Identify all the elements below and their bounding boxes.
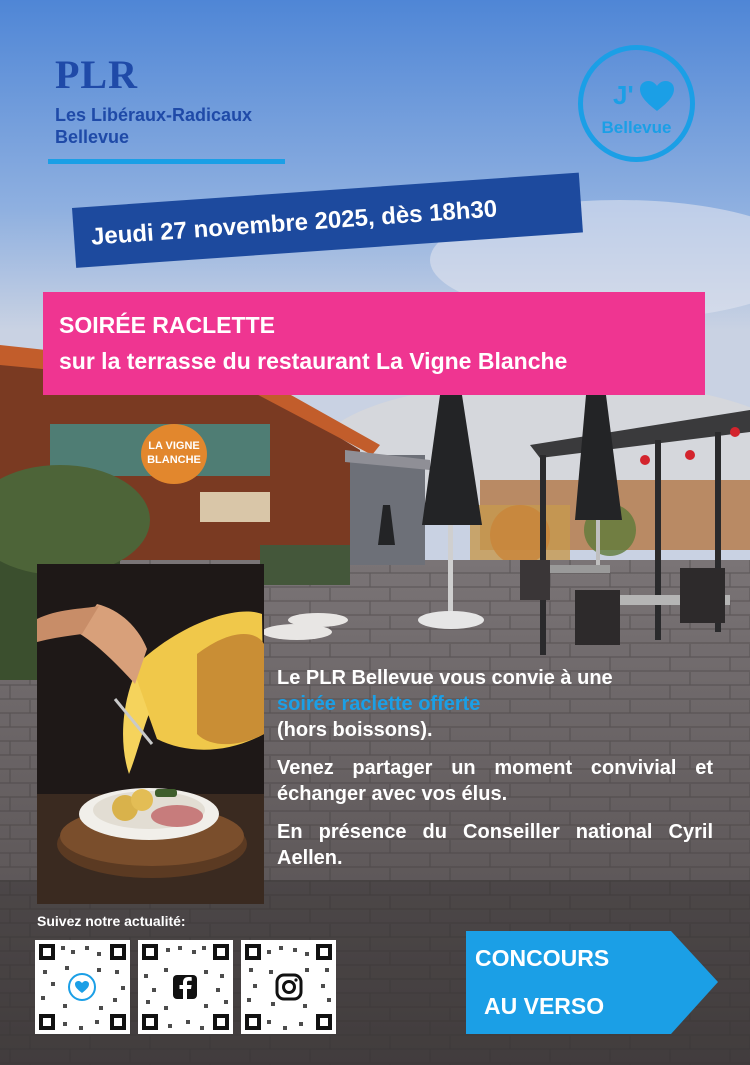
- cta-line1: CONCOURS: [475, 945, 610, 971]
- restaurant-logo-sign: [140, 423, 208, 485]
- logo-underline: [48, 159, 285, 164]
- sign-line2: BLANCHE: [147, 454, 201, 466]
- logo-name: PLR: [55, 52, 138, 97]
- qr-code-instagram[interactable]: [241, 940, 336, 1034]
- cta-line2: AU VERSO: [484, 993, 605, 1019]
- badge-prefix: J': [613, 80, 634, 110]
- heart-icon: [639, 80, 675, 112]
- drinks-note: (hors boissons).: [277, 719, 433, 741]
- event-date: Jeudi 27 novembre 2025, dès 18h30: [90, 195, 498, 251]
- convivial-paragraph: Venez partager un moment convivial et échanger avec vos élus.: [277, 757, 713, 805]
- free-raclette-highlight: soirée raclette offerte: [277, 693, 481, 715]
- logo-location: Bellevue: [55, 127, 130, 147]
- badge-town: Bellevue: [601, 118, 672, 137]
- instagram-icon: [277, 975, 301, 999]
- jaime-bellevue-badge: [578, 45, 695, 162]
- sign-line1: LA VIGNE: [148, 440, 200, 452]
- invitation-paragraph: [277, 665, 713, 743]
- logo-tagline: Les Libéraux-Radicaux: [55, 105, 253, 125]
- event-description: [277, 665, 713, 883]
- event-title: SOIRÉE RACLETTE: [59, 312, 275, 338]
- raclette-photo: [37, 564, 264, 904]
- guest-paragraph: En présence du Conseiller national Cyril Aellen.: [277, 821, 713, 869]
- event-subtitle: sur la terrasse du restaurant La Vigne Blanche: [59, 348, 568, 374]
- plr-logo: [55, 52, 253, 148]
- qr-code-website[interactable]: [35, 940, 130, 1034]
- invitation-text: Le PLR Bellevue vous convie à une: [277, 667, 613, 689]
- qr-code-facebook[interactable]: [138, 940, 233, 1034]
- follow-label: Suivez notre actualité:: [37, 913, 186, 929]
- event-title-box: [43, 292, 705, 395]
